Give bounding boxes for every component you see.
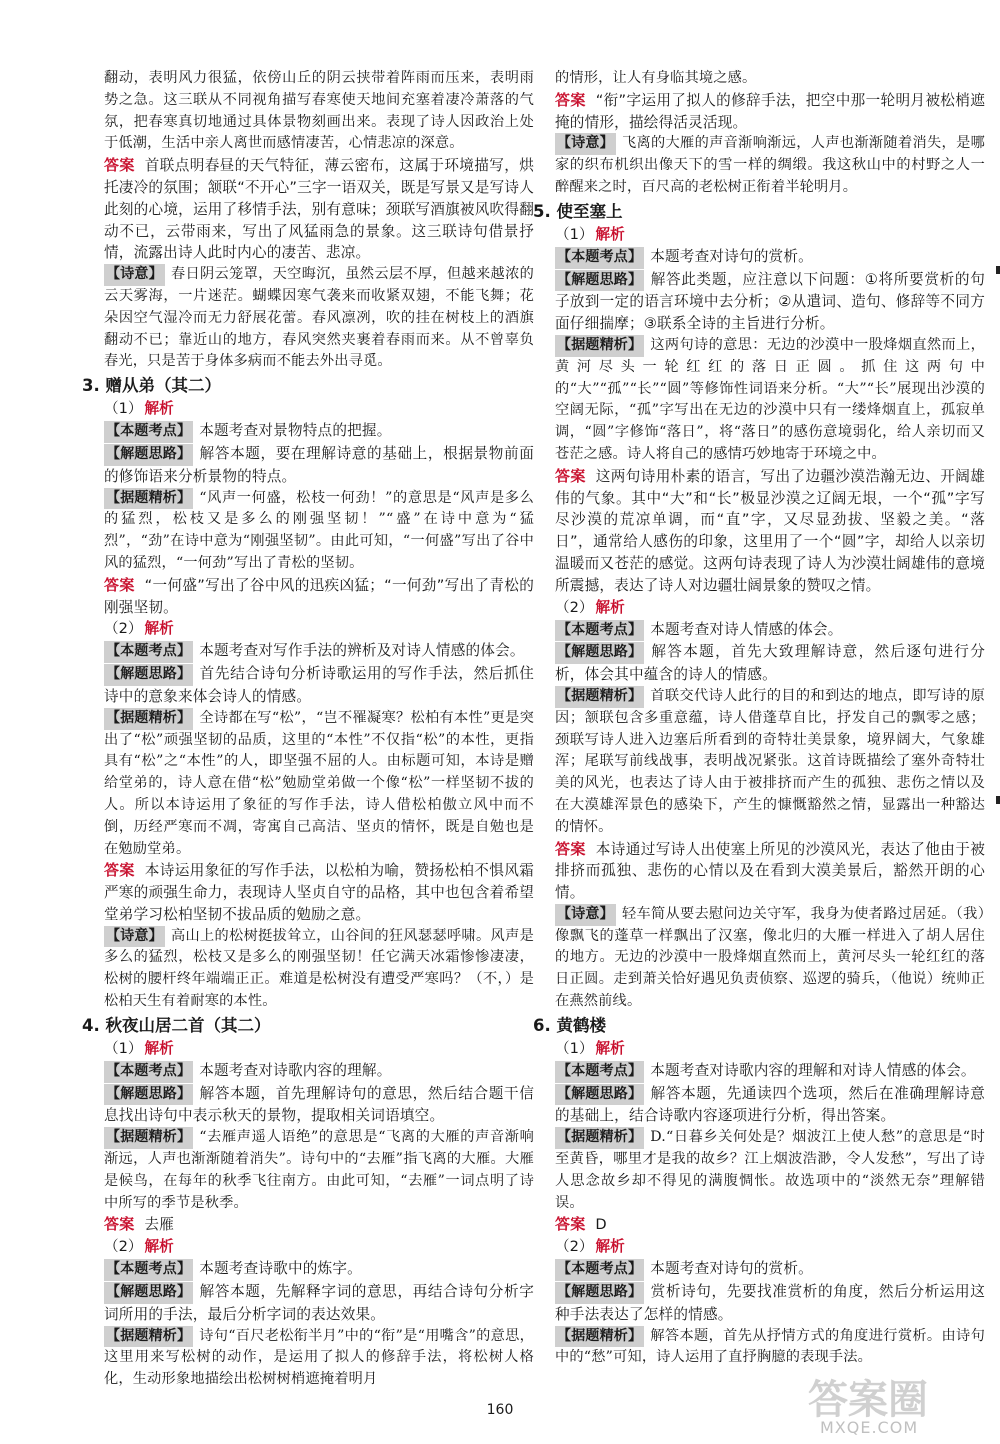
analysis-label: 解析 <box>595 1039 625 1057</box>
paragraph-text: 本题考查对景物特点的把握。 <box>199 422 392 440</box>
paragraph-text: 的情形，让人有身临其境之感。 <box>555 70 757 86</box>
answer-label: 答案 <box>555 466 586 485</box>
paragraph-text: 本诗运用象征的写作手法，以松柏为喻，赞扬松柏不惧风霜严寒的顽强生命力，表现诗人坚贞自守的品格，其中也包含着希望堂弟学习松柏坚韧不拔品质的勉励之意。 <box>104 862 535 923</box>
section-tag: 【诗意】 <box>555 904 616 926</box>
paragraph-text: 首联交代诗人此行的目的和到达的地点，即写诗的原因；颔联包含多重意蕴，诗人借蓬草自比，抒发自己的飘零之感；颈联写诗人进入边塞后所看到的奇特壮美景象，境界阔大，气象雄浑；尾联写前线战事，表明战况紧张。这首诗既描绘了塞外奇特壮美的风光，也表达了诗人由于被排挤而产生的孤独、悲伤之情以及在大漠雄浑景色的感染下，产生的慷慨豁然之情，显露出一种豁达的情怀。 <box>555 687 985 835</box>
paragraph-text: 解答此类题，应注意以下问题：①将所要赏析的句子放到一定的语言环境中去分析；②从遣词、造句、修辞等不同方面仔细揣摩；③联系全诗的主旨进行分析。 <box>555 270 985 333</box>
paragraph-text: 这两句诗的意思：无边的沙漠中一股烽烟直然而上，黄河尽头一轮红红的落日正圆。抓住这两句中的“大”“孤”“长”“圆”等修饰性词语来分析。“大”“长”展现出沙漠的空阔无际，“孤”字写出在无边的沙漠中只有一缕烽烟直上，孤寂单调，“圆”字修饰“落日”，将“落日”的感伤意境弱化，给人亲切而又苍茫之感。诗人将自己的感情巧妙地寄于环境之中。 <box>555 336 985 462</box>
text-paragraph <box>555 68 985 90</box>
section-tag: 【据题精析】 <box>555 1127 644 1149</box>
answer-paragraph <box>555 90 985 134</box>
analysis-paragraph <box>555 1127 985 1214</box>
answer-paragraph <box>104 1214 534 1236</box>
sub-question-number: （1） <box>555 1039 594 1057</box>
paragraph-text: 本题考查对写作手法的辨析及对诗人情感的体会。 <box>199 642 525 660</box>
section-tag: 【本题考点】 <box>104 1061 193 1083</box>
answer-paragraph <box>555 466 985 597</box>
paragraph-text: “风声一何盛，松枝一何劲！”的意思是“风声是多么的猛烈，松枝又是多么的刚强坚韧！”“盛”在诗中意为“猛烈”，“劲”在诗中意为“刚强坚韧”。由此可知，“一何盛”写出了谷中风的猛烈，“一何劲”写出了青松的坚韧。 <box>104 489 534 571</box>
section-tag: 【诗意】 <box>104 926 165 948</box>
sub-question-label <box>104 1236 534 1258</box>
answer-label: 答案 <box>104 575 135 594</box>
section-tag: 【据题精析】 <box>104 1326 193 1348</box>
paragraph-text: D <box>595 1216 607 1234</box>
answer-paragraph <box>555 1214 985 1236</box>
answer-paragraph <box>555 839 985 904</box>
section-tag: 【据题精析】 <box>555 1326 644 1348</box>
analysis-paragraph <box>555 269 985 335</box>
answer-paragraph <box>104 860 534 925</box>
analysis-paragraph <box>104 640 534 663</box>
analysis-paragraph <box>104 443 534 488</box>
paragraph-text: 翻动，表明风力很猛，依傍山丘的阴云挟带着阵雨而压来，表明雨势之急。这三联从不同视角描写春寒使天地间充塞着凄冷萧落的气氛，把春寒真切地通过具体景物刻画出来。表现了诗人因政治上处于低潮，生活中亲人离世而感情凄苦，心情悲凉的深意。 <box>104 70 534 152</box>
paragraph-text: 本题考查诗歌中的炼字。 <box>199 1260 362 1278</box>
section-tag: 【解题思路】 <box>104 664 193 686</box>
analysis-paragraph <box>104 1083 534 1128</box>
paragraph-text: 解答本题，首先理解诗句的意思，然后结合题干信息找出诗句中表示秋天的景物，提取相关词语填空。 <box>104 1084 534 1125</box>
paragraph-text: D.“日暮乡关何处是？烟波江上使人愁”的意思是“时至黄昏，哪里才是我的故乡？江上烟波浩渺，令人发愁”，写出了诗人思念故乡却不得见的满腹惆怅。故选项中的“淡然无奈”理解错误。 <box>555 1129 985 1211</box>
analysis-paragraph <box>104 1281 534 1326</box>
analysis-label: 解析 <box>144 400 174 418</box>
paragraph-text: 本题考查对诗句的赏析。 <box>650 1260 813 1278</box>
paragraph-text: 本题考查对诗歌内容的理解和对诗人情感的体会。 <box>650 1061 976 1079</box>
answer-label: 答案 <box>104 861 135 880</box>
section-tag: 【据题精析】 <box>555 335 644 357</box>
answer-label: 答案 <box>555 90 586 109</box>
section-tag: 【本题考点】 <box>555 1259 644 1281</box>
analysis-label: 解析 <box>144 1039 174 1057</box>
sub-question-label <box>104 398 534 420</box>
paragraph-text: 春日阴云笼罩，天空晦沉，虽然云层不厚，但越来越浓的云天雾海，一片迷茫。蝴蝶因寒气袭来而收紧双翅，不能飞舞；花朵因空气湿冷而无力舒展花蕾。春风凛冽，吹的挂在树枝上的酒旗翻动不已；靠近山的地方，春风突然夹裹着春雨而来。从不曾辜负春光，只是苦于身体多病而不能去外出寻觅。 <box>104 266 534 370</box>
sub-question-label <box>555 1038 985 1060</box>
analysis-paragraph <box>104 926 534 1013</box>
section-tag: 【本题考点】 <box>555 247 644 269</box>
section-heading: 5. 使至塞上 <box>533 201 623 221</box>
sub-question-number: （2） <box>104 620 143 638</box>
analysis-paragraph <box>104 420 534 443</box>
section-tag: 【解题思路】 <box>104 1084 193 1106</box>
answer-label: 答案 <box>104 156 135 175</box>
analysis-paragraph <box>104 1326 534 1391</box>
analysis-label: 解析 <box>144 1238 174 1256</box>
section-tag: 【解题思路】 <box>104 444 193 466</box>
paragraph-text: 轻车简从要去慰问边关守军，我身为使者路过居延。（我）像飘飞的蓬草一样飘出了汉塞，像北归的大雁一样进入了胡人居住的地方。无边的沙漠中一股烽烟直然而上，黄河尽头一轮红红的落日正圆。走到萧关恰好遇见负责侦察、巡逻的骑兵，（他说）统帅正在燕然前线。 <box>555 905 985 1010</box>
analysis-paragraph <box>555 1258 985 1281</box>
section-tag: 【本题考点】 <box>104 1259 193 1281</box>
sub-question-number: （2） <box>555 598 594 616</box>
text-paragraph <box>104 68 534 155</box>
analysis-paragraph <box>555 246 985 269</box>
paragraph-text: 首先结合诗句分析诗歌运用的写作手法，然后抓住诗中的意象来体会诗人的情感。 <box>104 665 534 705</box>
margin-mark <box>996 266 1000 274</box>
section-tag: 【解题思路】 <box>555 270 644 292</box>
margin-mark <box>996 796 1000 804</box>
analysis-paragraph <box>555 641 985 686</box>
section-tag: 【本题考点】 <box>104 421 193 443</box>
section-tag: 【诗意】 <box>104 264 165 286</box>
section-tag: 【本题考点】 <box>104 641 193 663</box>
section-tag: 【据题精析】 <box>104 1127 193 1149</box>
analysis-paragraph <box>104 1060 534 1083</box>
paragraph-text: “一何盛”写出了谷中风的迅疾凶猛；“一何劲”写出了青松的刚强坚韧。 <box>104 576 534 616</box>
sub-question-number: （1） <box>555 225 594 243</box>
analysis-paragraph <box>555 1326 985 1370</box>
paragraph-text: 解答本题，要在理解诗意的基础上，根据景物前面的修饰语来分析景物的特点。 <box>104 444 534 485</box>
section-tag: 【诗意】 <box>555 133 616 155</box>
right-column <box>533 68 986 1369</box>
sub-question-number: （2） <box>555 1238 594 1256</box>
section-heading: 6. 黄鹤楼 <box>533 1015 606 1035</box>
answer-label: 答案 <box>555 1215 586 1234</box>
section-heading: 3. 赠从弟（其二） <box>82 376 221 396</box>
section-tag: 【解题思路】 <box>555 1282 644 1304</box>
sub-question-label <box>555 1236 985 1258</box>
paragraph-text: 赏析诗句，先要找准赏析的角度，然后分析运用这种手法表达了怎样的情感。 <box>555 1283 985 1323</box>
sub-question-number: （2） <box>104 1238 143 1256</box>
sub-question-number: （1） <box>104 1039 143 1057</box>
analysis-paragraph <box>555 1060 985 1083</box>
analysis-label: 解析 <box>595 225 625 243</box>
paragraph-text: 本题考查对诗人情感的体会。 <box>650 620 843 638</box>
sub-question-label <box>555 224 985 246</box>
sub-question-label <box>555 597 985 619</box>
paragraph-text: 全诗都在写“松”，“岂不罹凝寒？松柏有本性”更是突出了“松”顽强坚韧的品质，这里的“本性”不仅指“松”的本性，更指具有“松”之“本性”的人，即坚强不屈的人。由标题可知，本诗是赠给堂弟的，诗人意在借“松”勉励堂弟做一个像“松”一样坚韧不拔的人。所以本诗运用了象征的写作手法，诗人借松柏傲立风中而不倒，历经严寒而不凋，寄寓自己高洁、坚贞的情怀，既是自勉也是在勉励堂弟。 <box>104 709 534 857</box>
paragraph-text: 这两句诗用朴素的语言，写出了边疆沙漠浩瀚无边、开阔雄伟的气象。其中“大”和“长”极显沙漠之辽阔无垠，一个“孤”字写尽沙漠的荒凉单调，而“直”字，又尽显劲拔、坚毅之美。“落日”，通常给人感伤的印象，这里用了一个“圆”字，却给人以亲切温暖而又苍茫的感觉。这两句诗表现了诗人为沙漠壮阔雄伟的意境所震撼，表达了诗人对边疆壮阔景象的赞叹之情。 <box>555 467 986 594</box>
analysis-paragraph <box>104 264 534 373</box>
answer-label: 答案 <box>555 839 586 858</box>
paragraph-text: 本题考查对诗句的赏析。 <box>650 247 813 265</box>
paragraph-text: 本题考查对诗歌内容的理解。 <box>199 1061 392 1079</box>
paragraph-text: 首联点明春昼的天气特征，薄云密布，这属于环境描写，烘托凄冷的氛围；颔联“不开心”三字一语双关，既是写景又是写诗人此刻的心境，运用了移情手法，别有意味；颈联写酒旗被风吹得翻动不已，云带雨来，写出了风猛雨急的景象。这三联诗句借景抒情，流露出诗人此时内心的凄苦、悲凉。 <box>104 157 535 262</box>
paragraph-text: 解答本题，首先大致理解诗意，然后逐句进行分析，体会其中蕴含的诗人的情感。 <box>555 643 985 684</box>
answer-paragraph <box>104 155 534 264</box>
watermark-url: MXQE.COM <box>820 1418 919 1437</box>
answer-label: 答案 <box>104 1215 135 1234</box>
analysis-label: 解析 <box>595 1238 625 1256</box>
analysis-label: 解析 <box>144 620 174 638</box>
section-tag: 【据题精析】 <box>104 708 193 730</box>
paragraph-text: “去雁声遥人语绝”的意思是“飞离的大雁的声音渐响渐远，人声也渐渐随着消失”。诗句中的“去雁”指飞离的大雁。大雁是候鸟，在每年的秋季飞往南方。由此可知，“去雁”一词点明了诗中所写的季节是秋季。 <box>104 1129 534 1211</box>
left-column <box>82 68 535 1391</box>
section-tag: 【本题考点】 <box>555 620 644 642</box>
section-tag: 【解题思路】 <box>555 1084 644 1106</box>
analysis-paragraph <box>104 663 534 708</box>
page-number: 160 <box>486 1402 514 1418</box>
analysis-paragraph <box>555 1083 985 1128</box>
analysis-paragraph <box>104 708 534 861</box>
analysis-paragraph <box>555 686 985 839</box>
section-heading: 4. 秋夜山居二首（其二） <box>82 1015 271 1035</box>
sub-question-number: （1） <box>104 400 143 418</box>
paragraph-text: 诗句“百尺老松衔半月”中的“衔”是“用嘴含”的意思，这里用来写松树的动作，是运用了拟人的修辞手法，将松树人格化，生动形象地描绘出松树树梢遮掩着明月 <box>104 1327 534 1388</box>
paragraph-text: 去雁 <box>144 1216 174 1234</box>
paragraph-text: 高山上的松树挺拔耸立，山谷间的狂风瑟瑟呼啸。风声是多么的猛烈，松枝又是多么的刚强坚韧！任它满天冰霜惨惨凄凄，松树的腰杆终年端端正正。难道是松树没有遭受严寒吗？（不，）是松柏天生有着耐寒的本性。 <box>104 927 534 1010</box>
analysis-paragraph <box>555 1281 985 1326</box>
analysis-paragraph <box>104 1258 534 1281</box>
paragraph-text: 飞离的大雁的声音渐响渐远，人声也渐渐随着消失，是哪家的织布机织出像天下的雪一样的绸缎。我这秋山中的村野之人一醉醒来之时，百尺高的老松树正衔着半轮明月。 <box>555 135 985 195</box>
analysis-paragraph <box>104 488 534 575</box>
sub-question-label <box>104 1038 534 1060</box>
analysis-paragraph <box>555 904 985 1013</box>
section-tag: 【解题思路】 <box>555 642 644 664</box>
paragraph-text: “衔”字运用了拟人的修辞手法，把空中那一轮明月被松梢遮掩的情形，描绘得活灵活现。 <box>555 91 985 131</box>
section-tag: 【本题考点】 <box>555 1061 644 1083</box>
watermark-logo: 答案圈 <box>808 1377 928 1423</box>
analysis-paragraph <box>555 133 985 198</box>
section-tag: 【据题精析】 <box>555 686 644 708</box>
analysis-paragraph <box>104 1127 534 1214</box>
paragraph-text: 解答本题，先通读四个选项，然后在准确理解诗意的基础上，结合诗歌内容逐项进行分析，得出答案。 <box>555 1084 985 1125</box>
section-tag: 【解题思路】 <box>104 1282 193 1304</box>
paragraph-text: 本诗通过写诗人出使塞上所见的沙漠风光，表达了他由于被排挤而孤独、悲伤的心情以及在看到大漠美景后，豁然开朗的心情。 <box>555 840 986 902</box>
paragraph-text: 解答本题，首先从抒情方式的角度进行赏析。由诗句中的“愁”可知，诗人运用了直抒胸臆的表现手法。 <box>555 1327 985 1366</box>
paragraph-text: 解答本题，先解释字词的意思，再结合诗句分析字词所用的手法，最后分析字词的表达效果。 <box>104 1283 534 1323</box>
section-tag: 【据题精析】 <box>104 488 193 510</box>
sub-question-label <box>104 618 534 640</box>
analysis-paragraph <box>555 335 985 466</box>
answer-paragraph <box>104 575 534 619</box>
analysis-paragraph <box>555 619 985 642</box>
analysis-label: 解析 <box>595 598 625 616</box>
